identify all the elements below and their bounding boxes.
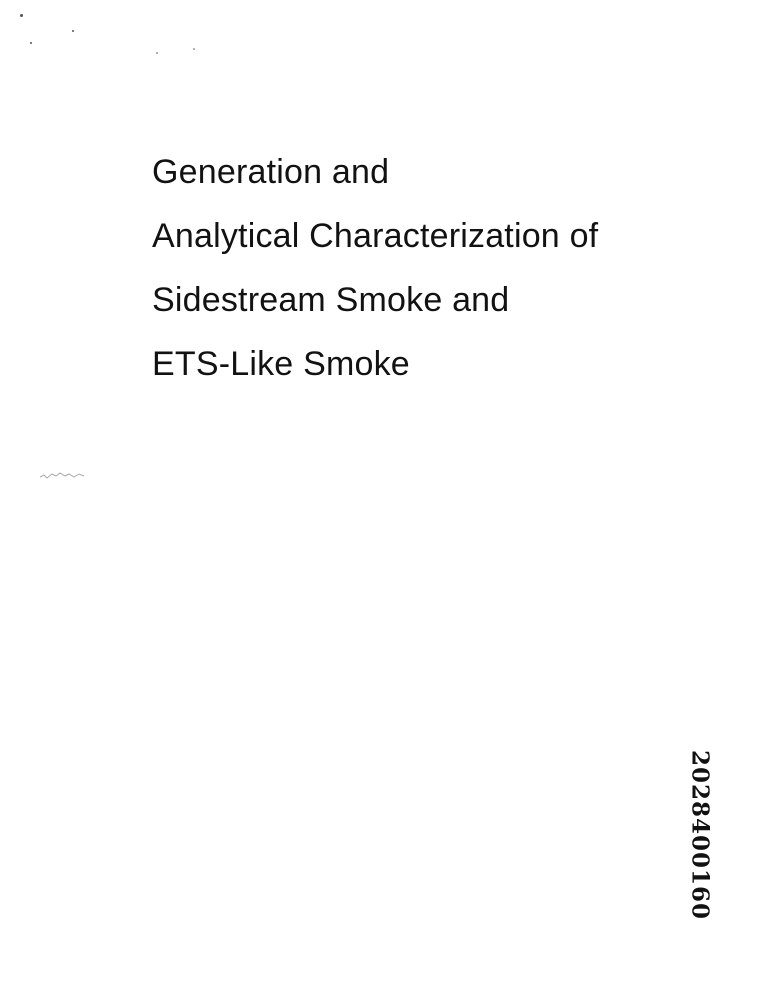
scan-smudge [38, 470, 88, 480]
bates-number: 2028400160 [686, 749, 714, 921]
scan-speck [193, 48, 195, 50]
bates-stamp [680, 749, 720, 921]
scan-speck [30, 42, 32, 44]
title-line-3: Sidestream Smoke and [152, 281, 510, 319]
scan-speck [20, 14, 23, 17]
scan-speck [156, 52, 158, 54]
document-title [152, 140, 752, 396]
scan-speck [72, 30, 74, 32]
title-line-4: ETS-Like Smoke [152, 345, 410, 383]
title-line-2: Analytical Characterization of [152, 217, 599, 255]
title-line-1: Generation and [152, 153, 390, 191]
